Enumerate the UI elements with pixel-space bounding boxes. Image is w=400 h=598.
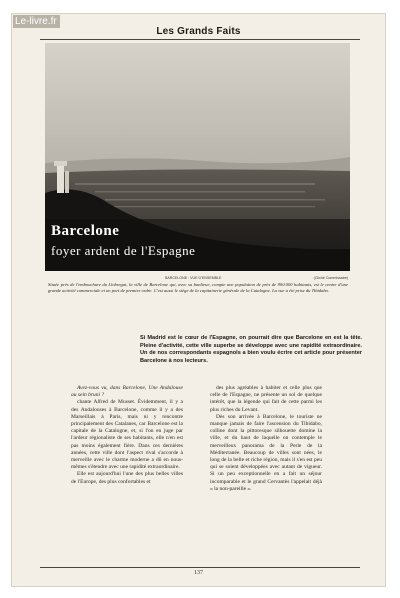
paragraph: Elle est aujourd'hui l'une des plus belles villes de l'Europe, des plus confortables et bbox=[71, 471, 183, 485]
photo-title: Barcelone bbox=[51, 223, 120, 239]
photo-subtitle: foyer ardent de l'Espagne bbox=[51, 243, 196, 258]
page-header: Les Grands Faits bbox=[156, 26, 241, 37]
watermark: Le-livre.fr bbox=[13, 15, 60, 28]
photo-caption: Située près de l'embouchure du Llobregat, la ville de Barcelone qui, avec sa banlieue, compte une population de près de 900.000 habitants, est le centre d'une grande activité commerciale et un port de premier ordre. C'est aussi le siège de la capitainerie générale de la Catalogne. La vue a été prise du Tibidabo. bbox=[48, 282, 348, 293]
body-column-1 bbox=[71, 385, 183, 486]
paragraph: des plus agréables à habiter et celle plus que celle de l'Espagne, ne présente un sol de quelque intérêt, que la légende qui fait de cette parmi les plus riches du Levant. bbox=[210, 385, 322, 413]
header-rule bbox=[40, 39, 360, 40]
paragraph: Dès son arrivée à Barcelone, le touriste ne manque jamais de faire l'ascension du Tibidabo, colline dont la pittoresque silhouette domine la ville, et du haut de laquelle on contemple le merveilleux panorama de la Perle de la Méditerranée. Beaucoup de villes sont nées, le long de la belle et riche région, mais il s'en est peu qui se soient développées avec autant de vigueur. Si un peu exceptionnelle en a fait un séjour incomparable et le grand Cervantès l'appelait déjà « la non-pareille ». bbox=[210, 413, 322, 492]
photo-credit-left: BARCELONE : VUE D'ENSEMBLE bbox=[165, 276, 222, 280]
paragraph: chante Alfred de Musset. Évidemment, il y a des Andalouses à Barcelone, comme il y a des Marseillais à Paris, mais ni y rencontre principalement des Catalanes, car Barcelone est la capitale de la Catalogne, et, si l'on en juge par l'ardeur régionaliste de ses habitants, elle n'en est pas moins également fière. Dans ces dernières années, cette ville dont l'aspect rival s'accorde à merveille avec le charme moderne a dû en nous-mêmes s'étendre avec une rapidité extraordinaire. bbox=[71, 399, 183, 471]
article-lead: Si Madrid est le cœur de l'Espagne, on pourrait dire que Barcelone en est la tête. Pleine d'activité, cette ville superbe se développe avec une rapidité extraordinaire. Un de nos correspondants espagnols a bien voulu écrire cet article pour présenter Barcelone à nos lecteurs. bbox=[140, 335, 362, 365]
body-column-2 bbox=[210, 385, 322, 493]
page-number: 137 bbox=[194, 570, 203, 576]
photo-credit-right: (Cliché Commissaire) bbox=[313, 276, 348, 280]
footer-rule bbox=[40, 567, 360, 568]
paragraph: Avez-vous vu, dans Barcelone, Une Andalouse au sein bruni ? bbox=[71, 385, 183, 399]
magazine-page bbox=[12, 14, 385, 586]
barcelona-photo bbox=[45, 43, 350, 271]
